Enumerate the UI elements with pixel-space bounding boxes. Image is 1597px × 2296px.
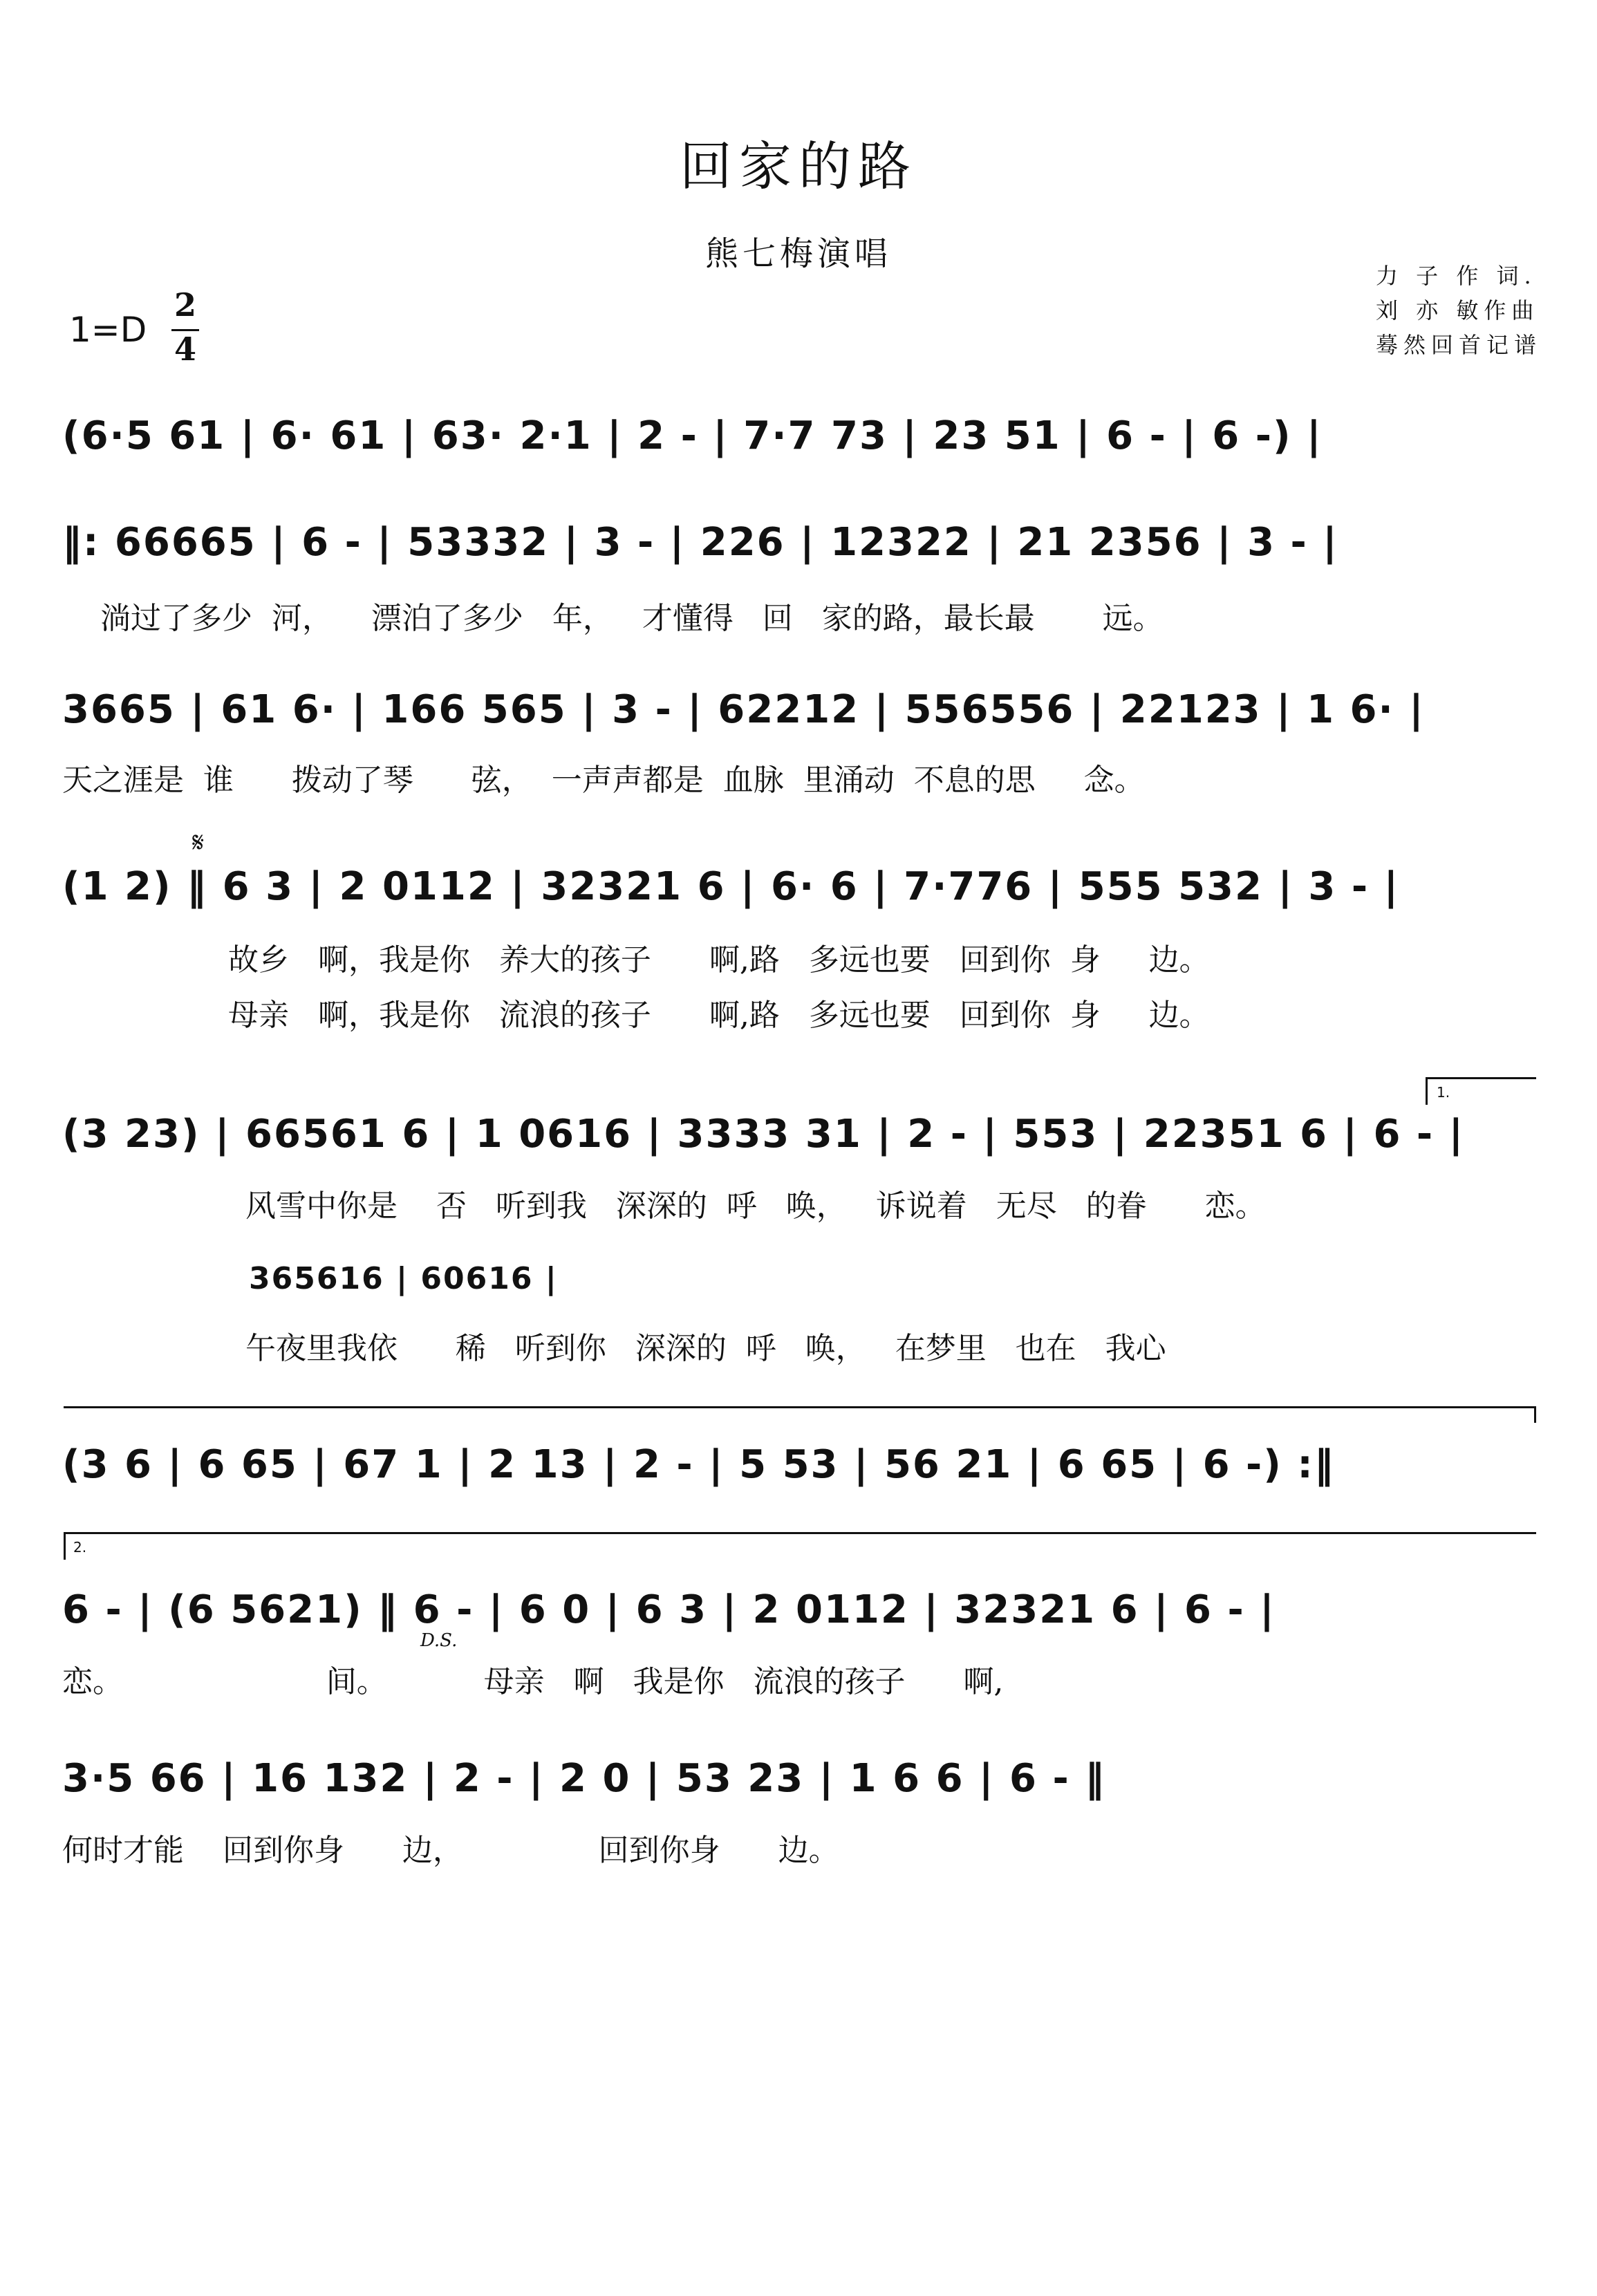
interlude-bracket [64, 1406, 1536, 1408]
notation-line-1: (6·5 61 | 6· 61 | 63· 2·1 | 2 - | 7·7 73 | 23 51 | 6 - | 6 -) | [62, 413, 1323, 458]
key-signature: 1=D [69, 310, 147, 350]
song-title: 回家的路 [680, 136, 917, 197]
lyricist-credit: 力 子 作 词. [1376, 263, 1537, 289]
lyric-line-4-verse-2: 母亲 啊，我是你 流浪的孩子 啊,路 多远也要 回到你 身 边。 [228, 998, 1210, 1033]
lyric-line-6: 午夜里我依 稀 听到你 深深的 呼 唤， 在梦里 也在 我心 [245, 1331, 1166, 1366]
first-ending-bracket-tick [1426, 1077, 1428, 1105]
notation-line-6: 365616 | 60616 | [249, 1261, 558, 1296]
notation-line-2: ‖: 66665 | 6 - | 53332 | 3 - | 226 | 12322 | 21 2356 | 3 - | [62, 520, 1338, 565]
first-ending-bracket [1426, 1077, 1536, 1079]
time-signature-top: 2 [174, 286, 196, 324]
lyric-line-9: 何时才能 回到你身 边， 回到你身 边。 [62, 1833, 839, 1868]
notation-line-9: 3·5 66 | 16 132 | 2 - | 2 0 | 53 23 | 1 6 6 | 6 - ‖ [62, 1756, 1106, 1801]
lyric-line-2: 淌过了多少 河， 漂泊了多少 年， 才懂得 回 家的路，最长最 远。 [100, 601, 1164, 636]
notation-line-7: (3 6 | 6 65 | 67 1 | 2 13 | 2 - | 5 53 | 56 21 | 6 65 | 6 -) :‖ [62, 1442, 1335, 1487]
dal-segno-marking: D.S. [420, 1630, 458, 1651]
time-signature-bottom: 4 [174, 330, 196, 368]
composer-credit: 刘 亦 敏作曲 [1376, 297, 1540, 324]
notation-line-8: 6 - | (6 5621) ‖ 6 - | 6 0 | 6 3 | 2 0112 | 32321 6 | 6 - | [62, 1587, 1276, 1632]
notation-line-5: (3 23) | 66561 6 | 1 0616 | 3333 31 | 2 - | 553 | 22351 6 | 6 - | [62, 1112, 1465, 1157]
interlude-bracket-tick [1534, 1406, 1536, 1423]
performer-credit: 熊七梅演唱 [704, 234, 892, 273]
segno-sign: 𝄋 [192, 827, 205, 859]
lyric-line-8: 恋。 间。 母亲 啊 我是你 流浪的孩子 啊, [62, 1664, 1004, 1699]
lyric-line-3: 天之涯是 谁 拨动了琴 弦， 一声声都是 血脉 里涌动 不息的思 念。 [62, 763, 1145, 798]
lyric-line-5: 风雪中你是 否 听到我 深深的 呼 唤， 诉说着 无尽 的眷 恋。 [245, 1188, 1266, 1224]
second-ending-bracket [64, 1532, 1536, 1534]
notation-line-4: (1 2) ‖ 6 3 | 2 0112 | 32321 6 | 6· 6 | 7·776 | 555 532 | 3 - | [62, 864, 1400, 909]
second-ending-bracket-tick [64, 1532, 66, 1560]
lyric-line-4-verse-1: 故乡 啊，我是你 养大的孩子 啊,路 多远也要 回到你 身 边。 [228, 942, 1210, 978]
first-ending-number: 1. [1437, 1084, 1450, 1101]
transcriber-credit: 蓦然回首记谱 [1376, 332, 1542, 358]
notation-line-3: 3665 | 61 6· | 166 565 | 3 - | 62212 | 556556 | 22123 | 1 6· | [62, 687, 1425, 732]
second-ending-number: 2. [73, 1539, 87, 1556]
